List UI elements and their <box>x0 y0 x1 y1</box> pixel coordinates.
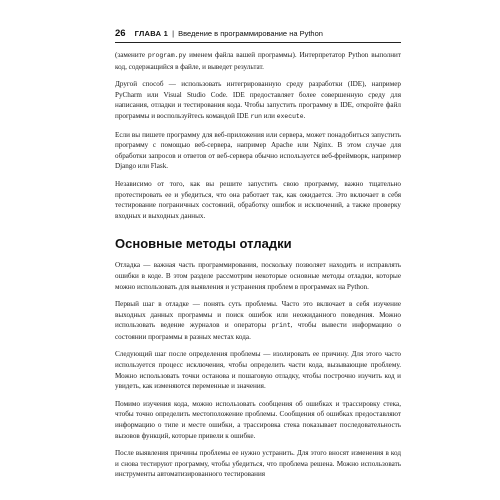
paragraph: Независимо от того, как вы решите запустить свою программу, важно тщательно протестировать ее и убедиться, что она работает так, как ожидается. Это включает в себя тестирование пограничных состояний, обработку ошибок и исключений, а также проверку входных и выходных данных. <box>115 179 401 220</box>
page-number: 26 <box>115 27 126 39</box>
running-header <box>115 26 405 40</box>
intro-paragraphs <box>115 50 401 221</box>
section-heading: Основные методы отладки <box>115 236 292 252</box>
section-paragraphs <box>115 260 401 480</box>
paragraph: Помимо изучения кода, можно использовать сообщения об ошибках и трассировку стека, чтобы точно определить местоположение проблемы. Сообщения об ошибках предоставляют информацию о типе и месте ошибки, а трассировка стека показывает последовательность вызовов функций, которые привели к ошибке. <box>115 399 401 440</box>
paragraph: Другой способ — использовать интегрированную среду разработки (IDE), например PyCharm или Visual Studio Code. IDE предоставляет более совершенную среду для написания, отладки и тестирования кода. Чтобы запустить программу в IDE, откройте файл программы и воспользуйтесь командой IDE run или execute. <box>115 80 401 120</box>
inline-code: program.py <box>147 52 187 59</box>
header-separator: | <box>172 28 175 38</box>
paragraph: Если вы пишете программу для веб-приложения или сервера, может понадобиться запустить программу с помощью веб-сервера, например Apache или Nginx. В этом случае для обработки запросов и ответов от веб-сервера обычно используется веб-фреймворк, например Django или Flask. <box>115 130 401 171</box>
paragraph: После выявления причины проблемы ее нужно устранить. Для этого вносят изменения в код и снова тестируют программу, чтобы убедиться, что проблема решена. Можно использовать инструменты автоматизированного тестирования <box>115 449 401 479</box>
paragraph: (замените program.py именем файла вашей программы). Интерпретатор Python выполнит код, содержащийся в файле, и выведет результат. <box>115 51 401 71</box>
inline-code: run <box>250 112 262 120</box>
paragraph: Отладка — важная часть программирования, поскольку позволяет находить и исправлять ошибки в коде. В этом разделе рассмотрим некоторые основные методы отладки, которые можно использовать для выявления и устранения проблем в программах на Python. <box>115 261 401 291</box>
chapter-label: ГЛАВА 1 <box>134 28 169 38</box>
inline-code: execute <box>276 112 304 120</box>
paragraph: Следующий шаг после определения проблемы — изолировать ее причину. Для этого часто используется процесс исключения, чтобы определить части кода, вызывающие проблему. Можно использовать точки останова и пошаговую отладку, чтобы построчно изучить код и увидеть, как изменяются переменные и значения. <box>115 350 401 391</box>
inline-code: print <box>271 322 291 330</box>
page-body <box>115 50 401 487</box>
chapter-title: Введение в программирование на Python <box>178 28 323 38</box>
header-rule <box>115 42 401 43</box>
paragraph: Первый шаг в отладке — понять суть проблемы. Часто это включает в себя изучение выходных данных программы и поиск ошибок или неожиданного поведения. Можно использовать ведение журналов и операторы print, чтобы вывести информацию о состоянии программы в разных местах кода. <box>115 300 401 341</box>
